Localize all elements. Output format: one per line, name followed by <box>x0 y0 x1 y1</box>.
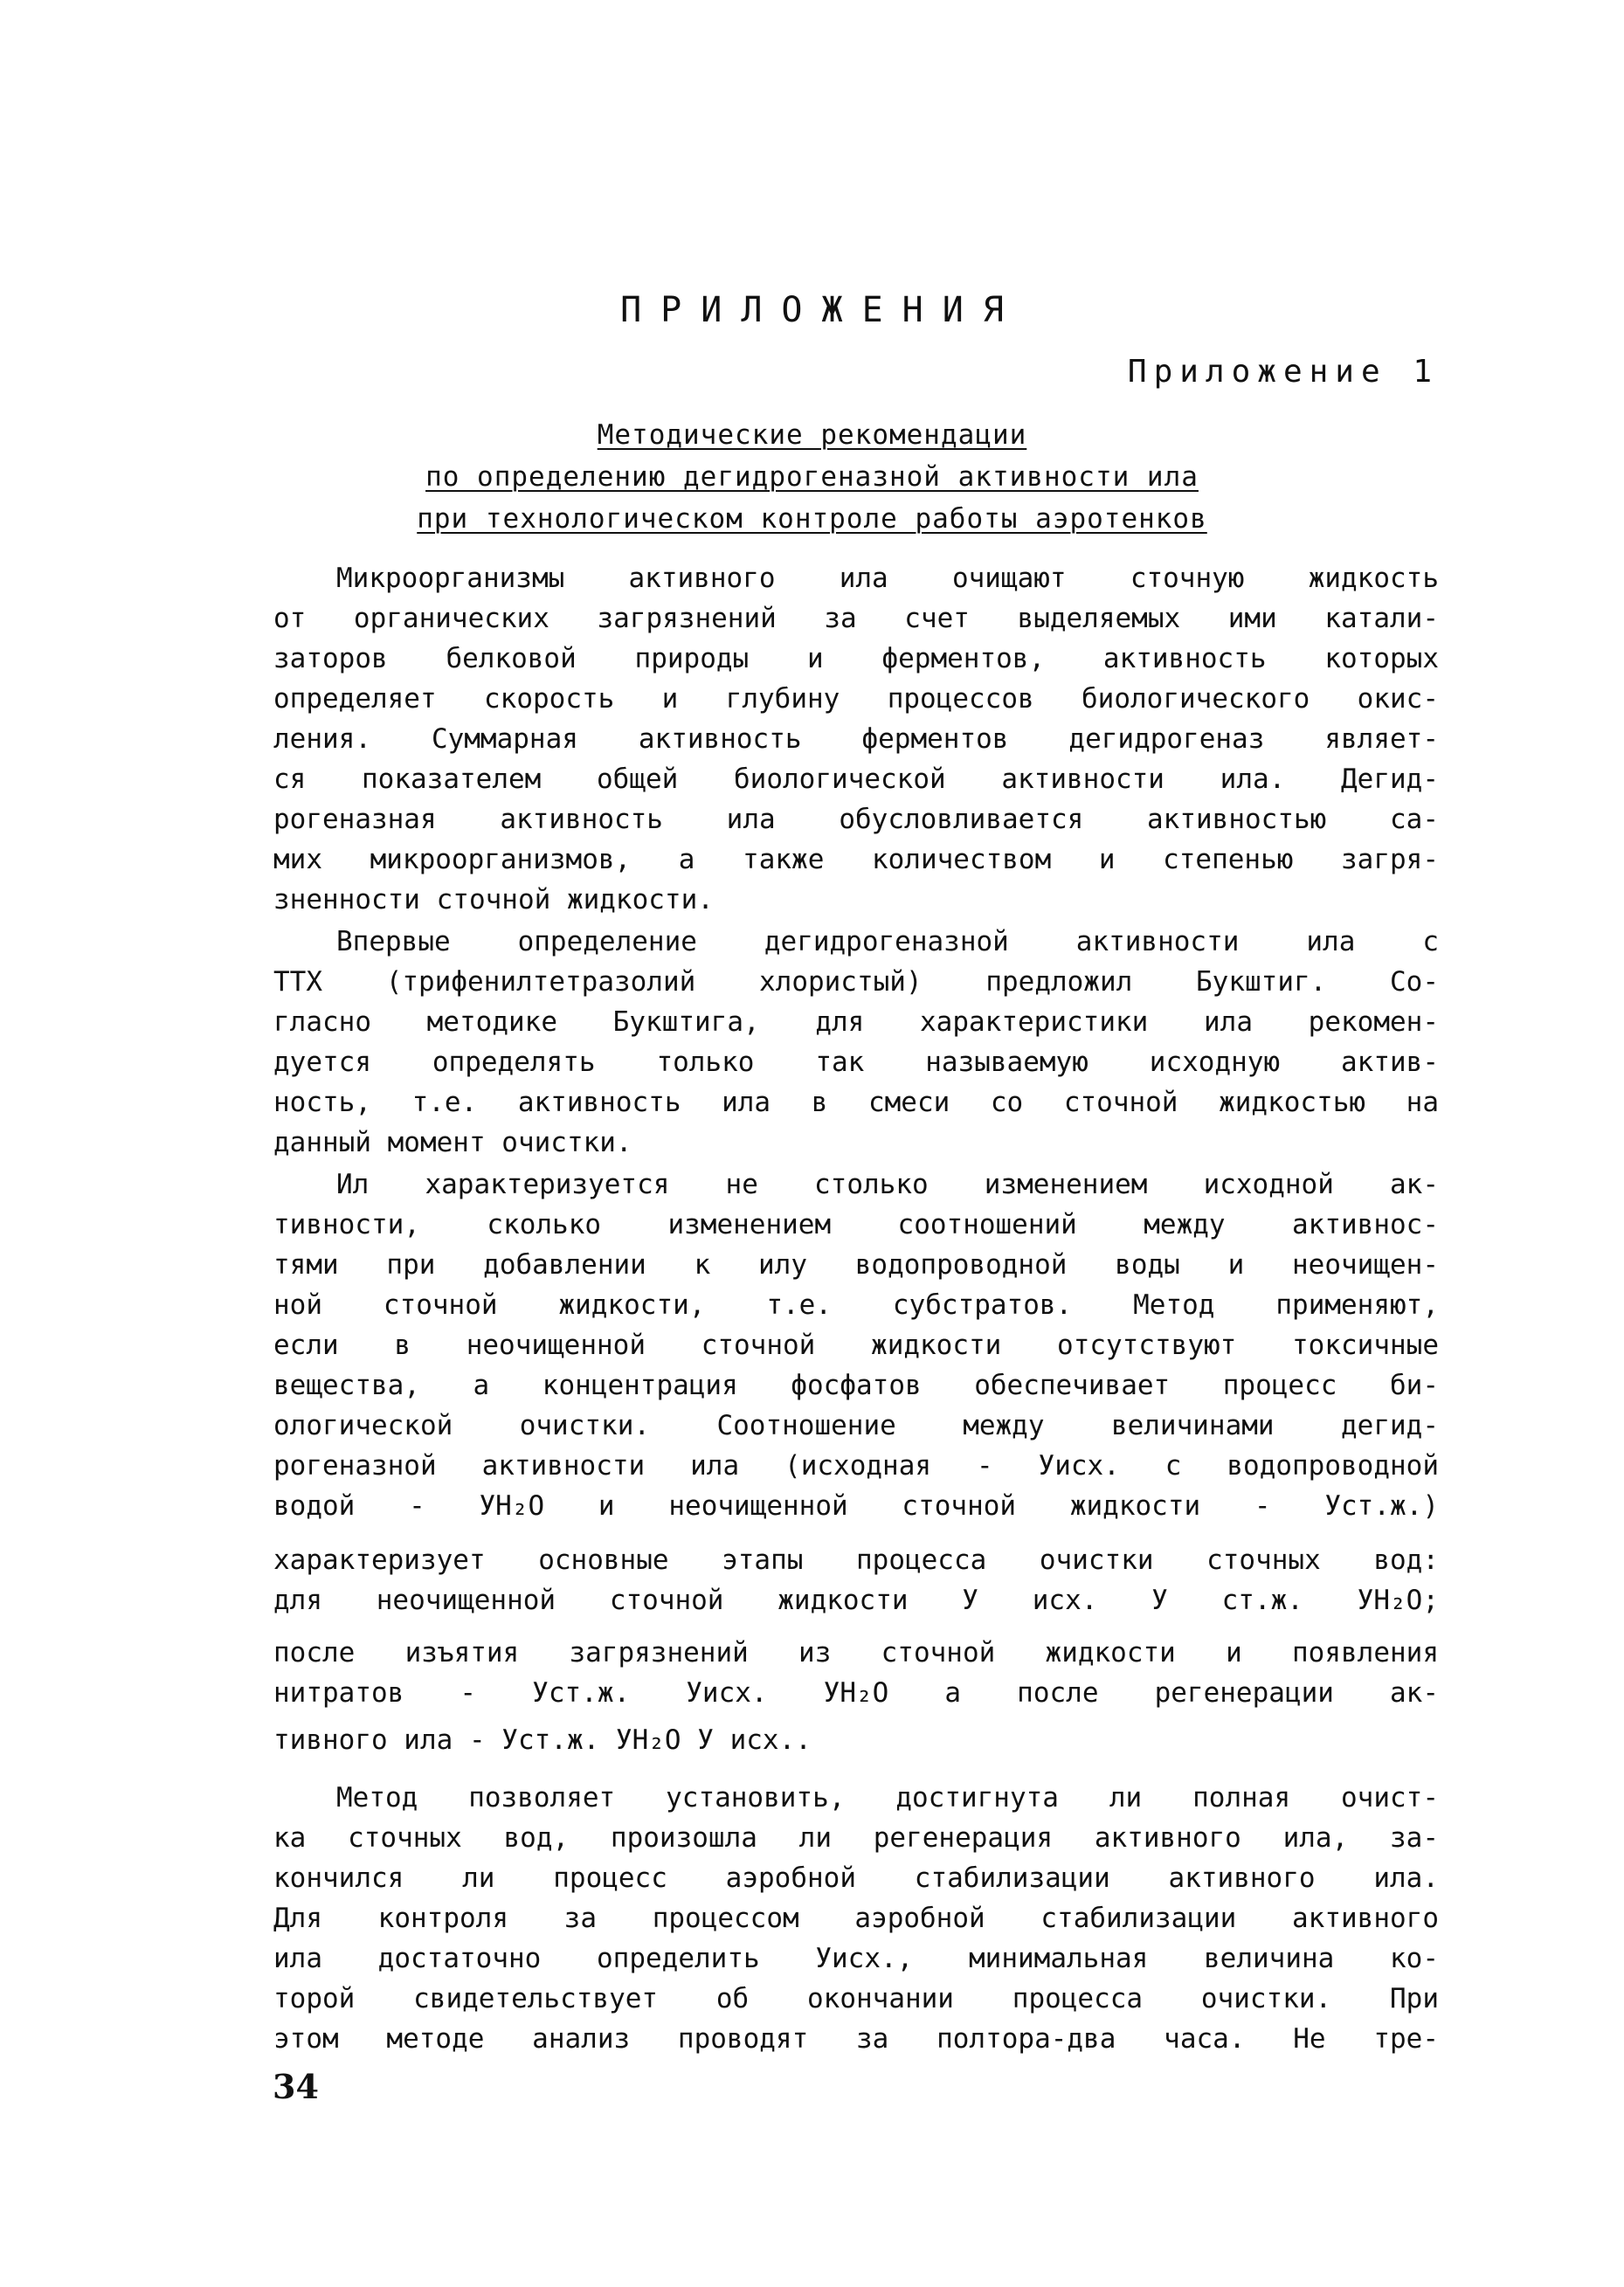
text-line: для неочищенной сточной жидкости У исх. У ст.ж. УH₂O; <box>273 1585 1439 1616</box>
text-line: заторов белковой природы и ферментов, активность которых <box>273 643 1439 674</box>
text-line: после изъятия загрязнений из сточной жидкости и появления <box>273 1637 1439 1669</box>
text-line: тивного ила - Уст.ж. УH₂O У исх.. <box>273 1724 812 1756</box>
text-line: ность, т.е. активность ила в смеси со сточной жидкостью на <box>273 1087 1439 1118</box>
text-line: ила достаточно определить Уисх., минимальная величина ко- <box>273 1943 1439 1974</box>
text-line: ся показателем общей биологической активности ила. Дегид- <box>273 763 1439 795</box>
text-line: Для контроля за процессом аэробной стабилизации активного <box>273 1903 1439 1934</box>
text-line: рогеназной активности ила (исходная - Уисх. с водопроводной <box>273 1450 1439 1482</box>
text-line: Метод позволяет установить, достигнута ли полная очист- <box>336 1782 1439 1814</box>
text-line: мих микроорганизмов, а также количеством и степенью загря- <box>273 844 1439 875</box>
text-line: Впервые определение дегидрогеназной активности ила с <box>336 926 1439 957</box>
text-line: определяет скорость и глубину процессов биологического окис- <box>273 683 1439 715</box>
text-line: данный момент очистки. <box>273 1127 632 1158</box>
text-line: вещества, а концентрация фосфатов обеспечивает процесс би- <box>273 1370 1439 1401</box>
text-line: Ил характеризуется не столько изменением исходной ак- <box>336 1169 1439 1200</box>
text-line: Микроорганизмы активного ила очищают сточную жидкость <box>336 563 1439 594</box>
text-line: если в неочищенной сточной жидкости отсутствуют токсичные <box>273 1330 1439 1361</box>
text-line: дуется определять только так называемую исходную актив- <box>273 1047 1439 1078</box>
subtitle-line-1: Методические рекомендации <box>597 419 1027 451</box>
text-line: характеризует основные этапы процесса очистки сточных вод: <box>273 1544 1439 1576</box>
text-line: ления. Суммарная активность ферментов дегидрогеназ являет- <box>273 723 1439 755</box>
text-line: ологической очистки. Соотношение между величинами дегид- <box>273 1410 1439 1441</box>
subtitle-line-3: при технологическом контроле работы аэротенков <box>417 503 1207 535</box>
text-line: рогеназная активность ила обусловливается активностью са- <box>273 804 1439 835</box>
appendix-number: Приложение 1 <box>1127 354 1439 390</box>
text-line: ной сточной жидкости, т.е. субстратов. Метод применяют, <box>273 1289 1439 1321</box>
page-number: 34 <box>273 2067 319 2106</box>
text-line: тивности, сколько изменением соотношений между активнос- <box>273 1209 1439 1240</box>
text-line: нитратов - Уст.ж. Уисх. УH₂O а после регенерации ак- <box>273 1677 1439 1709</box>
text-line: ТТХ (трифенилтетразолий хлористый) предложил Букштиг. Со- <box>273 966 1439 998</box>
text-line: зненности сточной жидкости. <box>273 884 714 915</box>
text-line: от органических загрязнений за счет выделяемых ими катали- <box>273 603 1439 634</box>
page-heading: ПРИЛОЖЕНИЯ <box>620 290 1023 330</box>
text-line: торой свидетельствует об окончании процесса очистки. При <box>273 1983 1439 2014</box>
text-line: этом методе анализ проводят за полтора-два часа. Не тре- <box>273 2023 1439 2055</box>
subtitle-line-2: по определению дегидрогеназной активности ила <box>425 461 1199 493</box>
text-line: ка сточных вод, произошла ли регенерация активного ила, за- <box>273 1822 1439 1854</box>
text-line: гласно методике Букштига, для характеристики ила рекомен- <box>273 1006 1439 1038</box>
text-line: водой - УH₂O и неочищенной сточной жидкости - Уст.ж.) <box>273 1490 1439 1522</box>
text-line: тями при добавлении к илу водопроводной воды и неочищен- <box>273 1249 1439 1281</box>
text-line: кончился ли процесс аэробной стабилизации активного ила. <box>273 1862 1439 1894</box>
